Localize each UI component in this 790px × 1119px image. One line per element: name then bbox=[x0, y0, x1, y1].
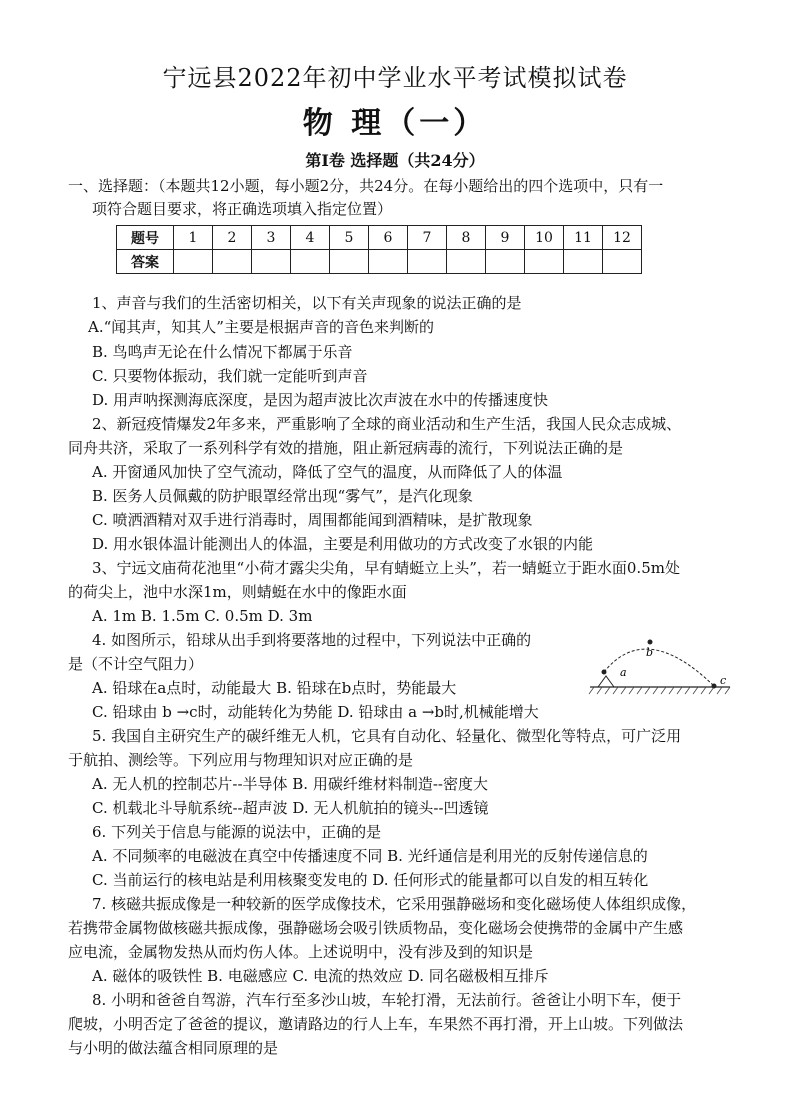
option-line: A. 铅球在a点时，动能最大 B. 铅球在b点时，势能最大 bbox=[92, 679, 457, 697]
question-number-cell: 12 bbox=[603, 226, 642, 250]
option-line: A. 无人机的控制芯片--半导体 B. 用碳纤维材料制造--密度大 bbox=[92, 775, 488, 793]
question-line: 1、声音与我们的生活密切相关，以下有关声现象的说法正确的是 bbox=[92, 294, 522, 312]
question-line: 4. 如图所示，铅球从出手到将要落地的过程中，下列说法中正确的 bbox=[92, 631, 532, 649]
answer-cell[interactable] bbox=[486, 250, 525, 274]
question-number-cell: 11 bbox=[564, 226, 603, 250]
point-b-marker bbox=[648, 640, 653, 645]
answer-cell[interactable] bbox=[369, 250, 408, 274]
question-number-cell: 8 bbox=[447, 226, 486, 250]
instructions-line: 一、选择题：（本题共12小题，每小题2分，共24分。在每小题给出的四个选项中，只有一 bbox=[68, 177, 664, 195]
question-number-cell: 1 bbox=[174, 226, 213, 250]
option-line: A. 开窗通风加快了空气流动，降低了空气的温度，从而降低了人的体温 bbox=[92, 463, 563, 481]
question-line: 2、新冠疫情爆发2年多来，严重影响了全球的商业活动和生产生活，我国人民众志成城、 bbox=[92, 415, 682, 433]
question-line: 与小明的做法蕴含相同原理的是 bbox=[68, 1039, 279, 1057]
question-line: 是（不计空气阻力） bbox=[68, 655, 204, 673]
answer-cell[interactable] bbox=[174, 250, 213, 274]
option-line: A. 1m B. 1.5m C. 0.5m D. 3m bbox=[92, 607, 313, 625]
answer-cell[interactable] bbox=[291, 250, 330, 274]
answer-cell[interactable] bbox=[408, 250, 447, 274]
question-line: 3、宁远文庙荷花池里“小荷才露尖尖角，早有蜻蜓立上头”，若一蜻蜓立于距水面0.5m处 bbox=[92, 559, 680, 577]
option-line: D. 用水银体温计能测出人的体温，主要是利用做功的方式改变了水银的内能 bbox=[92, 535, 594, 553]
question-number-cell: 10 bbox=[525, 226, 564, 250]
question-line: 若携带金属物做核磁共振成像，强静磁场会吸引铁质物品，变化磁场会使携带的金属中产生感 bbox=[68, 919, 684, 937]
exam-title: 宁远县2022年初中学业水平考试模拟试卷 bbox=[162, 64, 628, 92]
point-a-marker bbox=[602, 670, 607, 675]
question-number-label: 题号 bbox=[117, 226, 174, 250]
shot-put-trajectory-figure bbox=[584, 632, 734, 698]
question-number-cell: 2 bbox=[213, 226, 252, 250]
answer-cell[interactable] bbox=[447, 250, 486, 274]
ground-hatching bbox=[589, 687, 730, 694]
answer-cell[interactable] bbox=[603, 250, 642, 274]
answer-cell[interactable] bbox=[213, 250, 252, 274]
question-number-cell: 3 bbox=[252, 226, 291, 250]
question-line: 7. 核磁共振成像是一种较新的医学成像技术，它采用强静磁场和变化磁场使人体组织成像， bbox=[92, 895, 697, 913]
question-number-cell: 9 bbox=[486, 226, 525, 250]
answer-cell[interactable] bbox=[252, 250, 291, 274]
subject-title: 物 理（一） bbox=[302, 106, 488, 141]
option-line: A.“闻其声，知其人”主要是根据声音的音色来判断的 bbox=[88, 318, 434, 336]
option-line: C. 喷洒酒精对双手进行消毒时，周围都能闻到酒精味，是扩散现象 bbox=[92, 511, 533, 529]
question-line: 应电流，金属物发热从而灼伤人体。上述说明中，没有涉及到的知识是 bbox=[68, 943, 534, 961]
option-line: C. 只要物体振动，我们就一定能听到声音 bbox=[92, 367, 368, 385]
answer-table bbox=[116, 225, 642, 274]
question-number-cell: 7 bbox=[408, 226, 447, 250]
question-line: 于航拍、测绘等。下列应用与物理知识对应正确的是 bbox=[68, 751, 414, 769]
question-line: 同舟共济，采取了一系列科学有效的措施，阻止新冠病毒的流行，下列说法正确的是 bbox=[68, 439, 624, 457]
point-c-marker bbox=[712, 684, 717, 689]
option-line: C. 当前运行的核电站是利用核聚变发电的 D. 任何形式的能量都可以自发的相互转化 bbox=[92, 871, 649, 889]
option-line: C. 铅球由 b →c时，动能转化为势能 D. 铅球由 a →b时,机械能增大 bbox=[92, 703, 539, 721]
option-line: B. 医务人员佩戴的防护眼罩经常出现“雾气”，是汽化现象 bbox=[92, 487, 473, 505]
question-number-cell: 4 bbox=[291, 226, 330, 250]
question-line: 5. 我国自主研究生产的碳纤维无人机，它具有自动化、轻量化、微型化等特点，可广泛用 bbox=[92, 727, 682, 745]
question-line: 8. 小明和爸爸自驾游，汽车行至多沙山坡，车轮打滑，无法前行。爸爸让小明下车，便于 bbox=[92, 991, 682, 1009]
question-line: 爬坡，小明否定了爸爸的提议，邀请路边的行人上车，车果然不再打滑，开上山坡。下列做法 bbox=[68, 1015, 684, 1033]
question-number-cell: 6 bbox=[369, 226, 408, 250]
answer-cell[interactable] bbox=[525, 250, 564, 274]
answer-table-answer-row bbox=[117, 250, 642, 274]
option-line: A. 不同频率的电磁波在真空中传播速度不同 B. 光纤通信是利用光的反射传递信息的 bbox=[92, 847, 648, 865]
section-heading: 第Ⅰ卷 选择题（共24分） bbox=[305, 151, 485, 170]
label-c: c bbox=[720, 674, 727, 687]
answer-label: 答案 bbox=[117, 250, 174, 274]
option-line: B. 鸟鸣声无论在什么情况下都属于乐音 bbox=[92, 343, 353, 361]
answer-cell[interactable] bbox=[564, 250, 603, 274]
launch-stand bbox=[598, 676, 614, 687]
instructions-line: 项符合题目要求，将正确选项填入指定位置） bbox=[92, 200, 393, 218]
answer-cell[interactable] bbox=[330, 250, 369, 274]
option-line: D. 用声呐探测海底深度，是因为超声波比次声波在水中的传播速度快 bbox=[92, 391, 549, 409]
answer-table-header-row bbox=[117, 226, 642, 250]
label-b: b bbox=[646, 646, 654, 659]
question-line: 6. 下列关于信息与能源的说法中，正确的是 bbox=[92, 823, 382, 841]
label-a: a bbox=[620, 666, 627, 679]
option-line: C. 机载北斗导航系统--超声波 D. 无人机航拍的镜头--凹透镜 bbox=[92, 799, 489, 817]
question-line: 的荷尖上，池中水深1m，则蜻蜓在水中的像距水面 bbox=[68, 583, 407, 601]
question-number-cell: 5 bbox=[330, 226, 369, 250]
option-line: A. 磁体的吸铁性 B. 电磁感应 C. 电流的热效应 D. 同名磁极相互排斥 bbox=[92, 967, 549, 985]
